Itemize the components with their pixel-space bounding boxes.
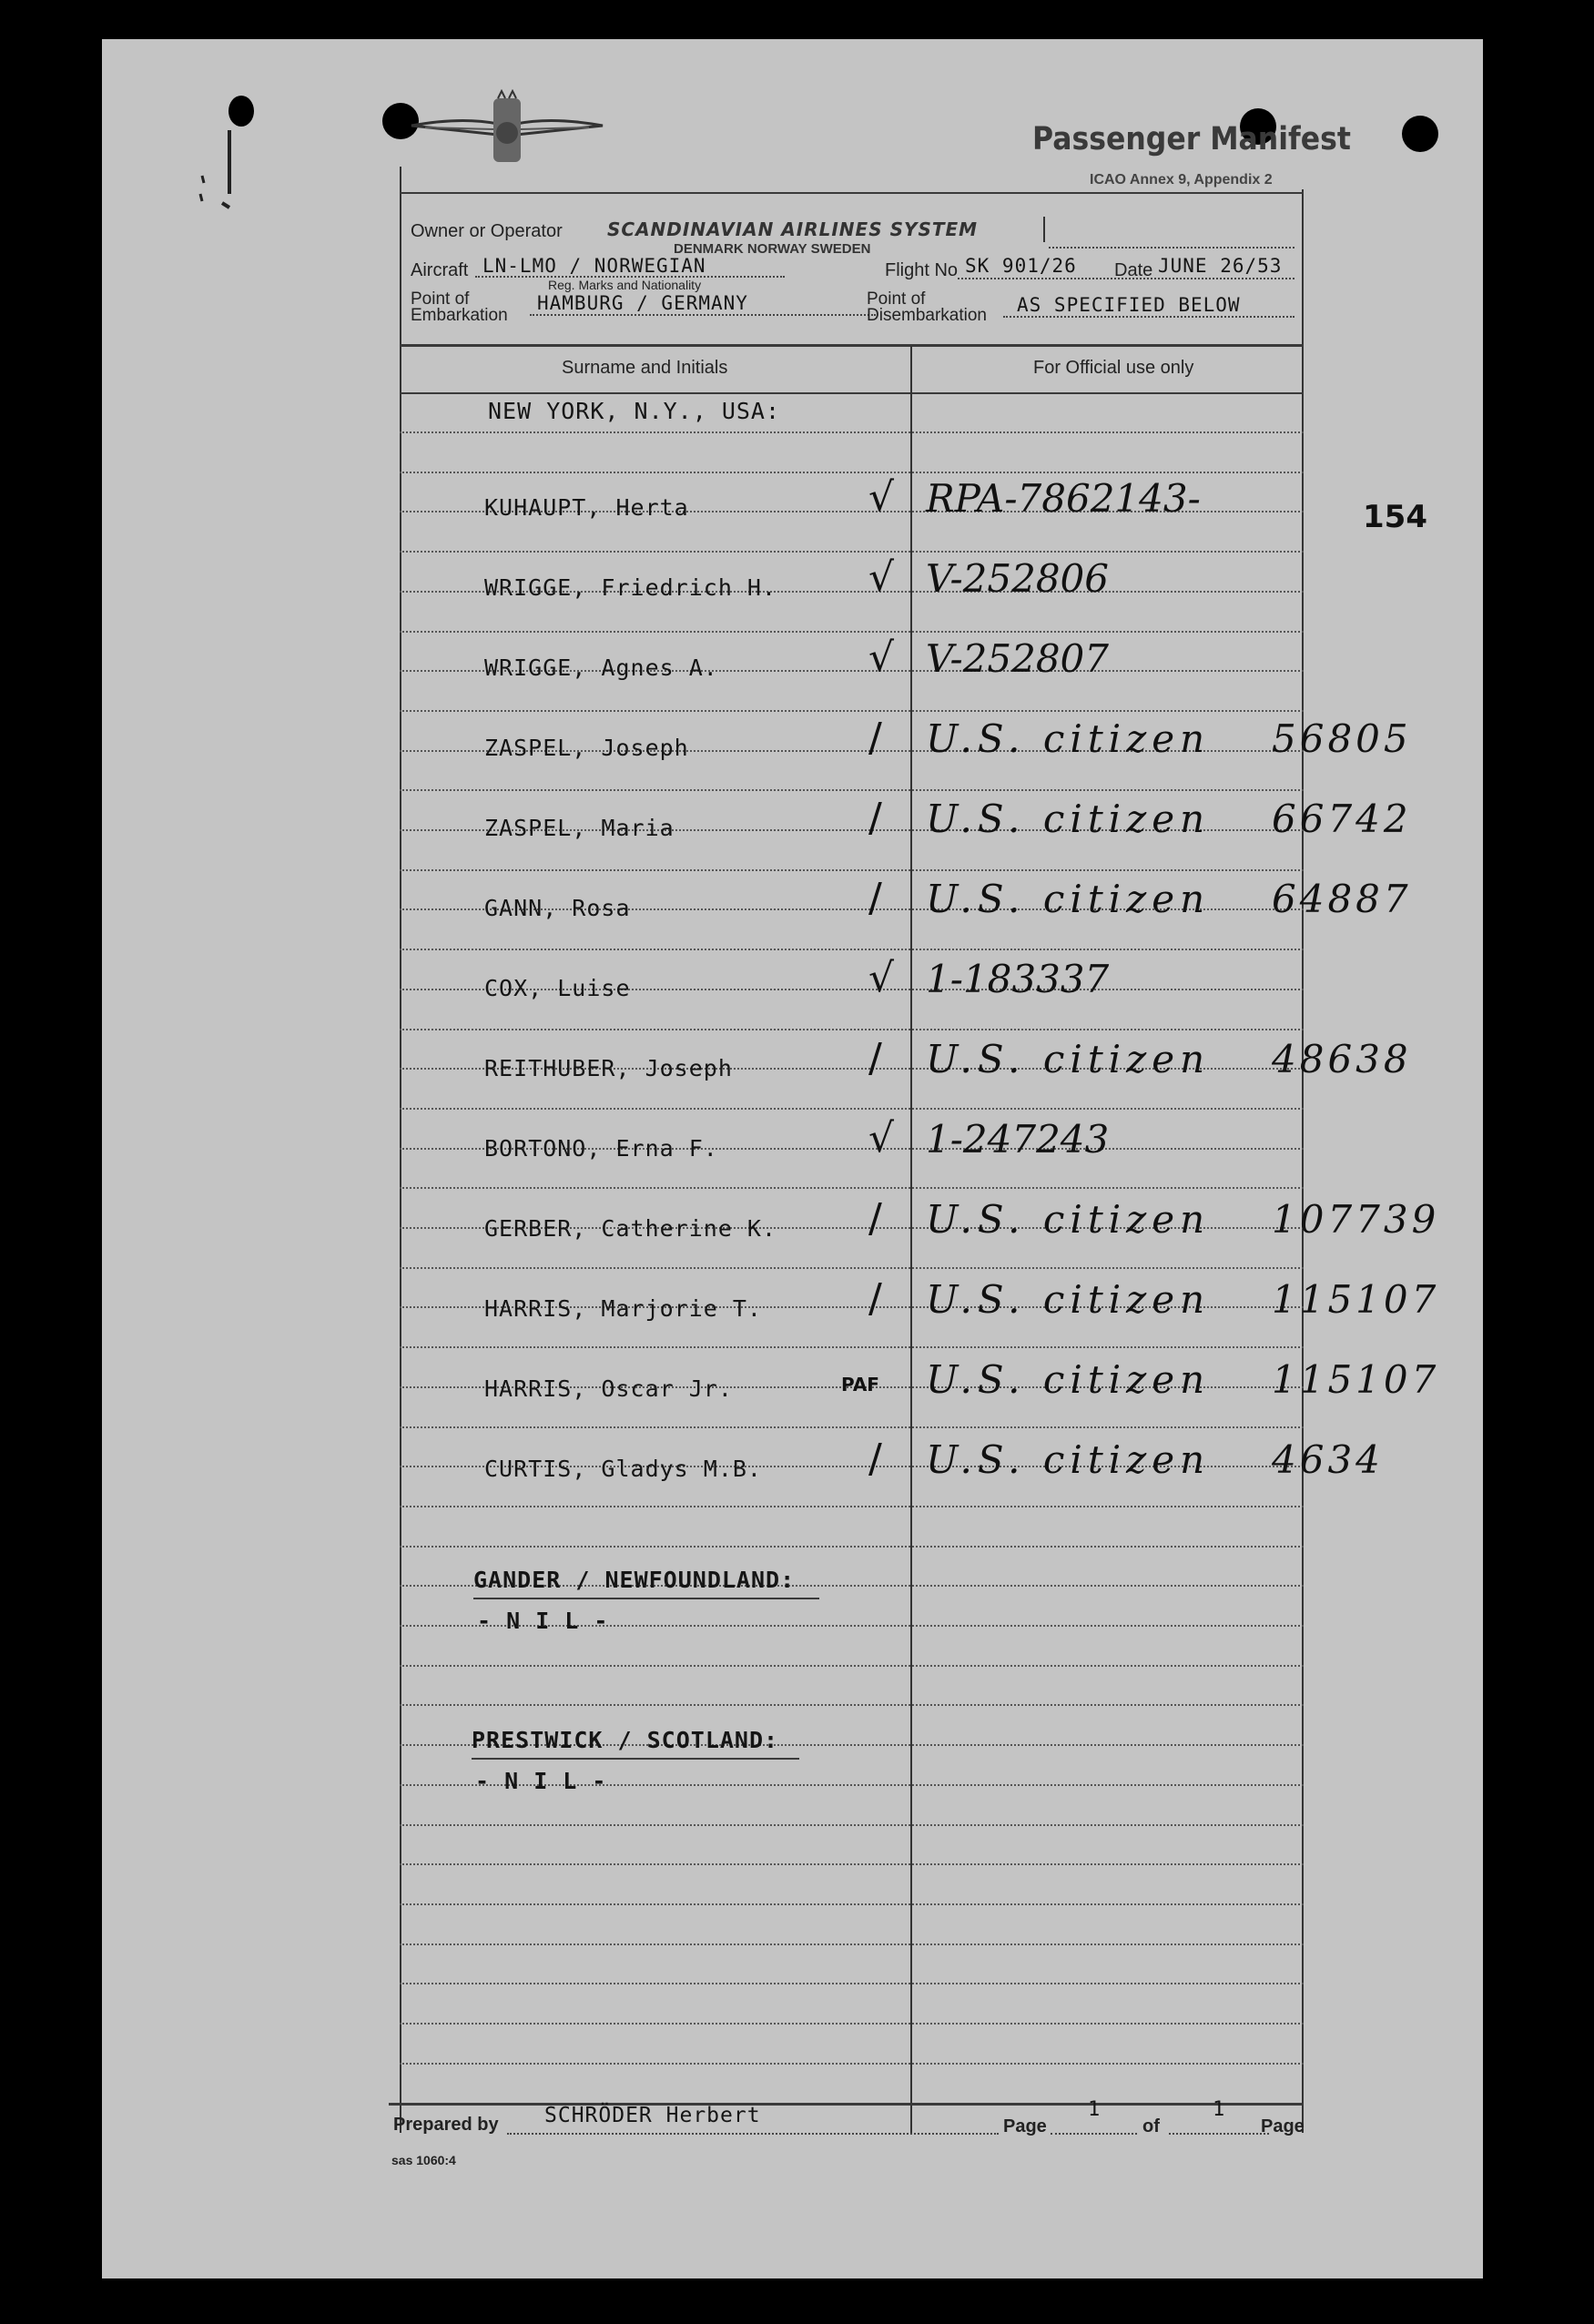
embarkation-label-1: Point of xyxy=(411,289,470,309)
ruled-line xyxy=(400,1863,1304,1865)
official-entry: V-252806 xyxy=(926,556,1109,601)
passenger-name: ZASPEL, Maria xyxy=(484,815,675,841)
ruled-line xyxy=(400,1187,1304,1189)
official-entry: U.S. citizen xyxy=(926,1277,1211,1322)
official-entry: U.S. citizen xyxy=(926,1037,1211,1081)
official-entry: 1-183337 xyxy=(926,957,1110,1001)
passenger-name: WRIGGE, Agnes A. xyxy=(484,655,718,681)
official-entry: U.S. citizen xyxy=(926,877,1211,921)
page-label-2: Page xyxy=(1261,2116,1305,2136)
page-label: Page xyxy=(1003,2116,1047,2136)
disembarkation-label-2: Disembarkation xyxy=(867,306,987,325)
official-entry: U.S. citizen xyxy=(926,716,1211,761)
official-entry: RPA-7862143- xyxy=(926,476,1201,521)
official-entry: U.S. citizen xyxy=(926,1197,1211,1242)
column-header-surname: Surname and Initials xyxy=(562,358,728,378)
embarkation-line xyxy=(530,314,876,316)
passenger-name: GERBER, Catherine K. xyxy=(484,1215,777,1242)
official-entry: U.S. citizen xyxy=(926,1437,1211,1482)
official-number: 115107 xyxy=(1272,1357,1440,1402)
passenger-name: BORTONO, Erna F. xyxy=(484,1135,718,1162)
official-check-mark: √ xyxy=(868,554,895,601)
ruled-line xyxy=(400,472,1304,473)
form-code: sas 1060:4 xyxy=(391,2153,456,2167)
disembarkation-label-1: Point of xyxy=(867,289,926,309)
section-gander-underline xyxy=(473,1598,819,1599)
passenger-name: WRIGGE, Friedrich H. xyxy=(484,574,777,601)
airline-logo-icon xyxy=(407,89,607,171)
disembarkation-value: AS SPECIFIED BELOW xyxy=(1017,294,1241,316)
ruled-line xyxy=(400,949,1304,950)
page-value: 1 xyxy=(1088,2098,1102,2121)
official-entry: V-252807 xyxy=(926,636,1109,681)
prepared-by-value: SCHRÖDER Herbert xyxy=(544,2104,761,2127)
passenger-name: CURTIS, Gladys M.B. xyxy=(484,1456,762,1482)
official-number: 64887 xyxy=(1272,877,1412,921)
section-new-york: NEW YORK, N.Y., USA: xyxy=(488,398,781,424)
official-check-mark: PAF xyxy=(841,1374,879,1395)
column-header-top xyxy=(400,344,1304,347)
official-entry: U.S. citizen xyxy=(926,797,1211,841)
ruled-line xyxy=(400,1506,1304,1507)
of-label: of xyxy=(1142,2116,1160,2136)
prepared-by-line xyxy=(507,2133,999,2135)
passenger-name: HARRIS, Marjorie T. xyxy=(484,1295,762,1322)
frame-top xyxy=(400,192,1304,194)
official-check-mark: √ xyxy=(868,955,895,1001)
official-check-mark: / xyxy=(868,1275,882,1322)
ruled-line xyxy=(400,1029,1304,1030)
margin-marks xyxy=(175,94,257,212)
of-value: 1 xyxy=(1213,2098,1226,2121)
official-check-mark: / xyxy=(868,795,882,841)
ruled-line xyxy=(400,431,1304,433)
ruled-line xyxy=(400,631,1304,633)
reg-marks-note: Reg. Marks and Nationality xyxy=(548,278,702,292)
official-number: 4634 xyxy=(1272,1437,1384,1482)
aircraft-label: Aircraft xyxy=(411,260,469,280)
ruled-line xyxy=(400,1346,1304,1348)
footer-top-line xyxy=(389,2103,1304,2106)
official-check-mark: √ xyxy=(868,634,895,681)
page-line xyxy=(1051,2133,1137,2135)
official-number: 56805 xyxy=(1272,716,1412,761)
official-check-mark: / xyxy=(868,875,882,921)
ruled-line xyxy=(400,1267,1304,1269)
column-header-bottom xyxy=(400,392,1304,394)
official-check-mark: √ xyxy=(868,474,895,521)
date-value: JUNE 26/53 xyxy=(1158,255,1283,277)
official-entry: U.S. citizen xyxy=(926,1357,1211,1402)
passenger-name: KUHAUPT, Herta xyxy=(484,494,689,521)
prestwick-nil: - N I L - xyxy=(475,1768,607,1794)
ruled-line xyxy=(400,551,1304,553)
form-reference: ICAO Annex 9, Appendix 2 xyxy=(1090,172,1273,188)
flight-label: Flight No xyxy=(885,260,959,280)
official-check-mark: / xyxy=(868,1035,882,1081)
embarkation-label-2: Embarkation xyxy=(411,306,508,325)
official-check-mark: / xyxy=(868,1195,882,1242)
aircraft-value: LN-LMO / NORWEGIAN xyxy=(482,255,706,277)
flight-value: SK 901/26 xyxy=(965,255,1077,277)
ruled-line xyxy=(400,710,1304,712)
official-number: 107739 xyxy=(1272,1197,1440,1242)
ruled-line xyxy=(400,869,1304,871)
ruled-line xyxy=(400,789,1304,791)
owner-line xyxy=(1049,247,1294,249)
section-prestwick-underline xyxy=(472,1758,799,1760)
disembarkation-line xyxy=(1003,316,1294,318)
ruled-line xyxy=(400,1824,1304,1826)
passenger-name: GANN, Rosa xyxy=(484,895,631,921)
ruled-line xyxy=(400,1983,1304,1984)
official-number: 66742 xyxy=(1272,797,1412,841)
of-line xyxy=(1169,2133,1269,2135)
owner-divider xyxy=(1043,217,1045,242)
ruled-line xyxy=(400,2023,1304,2025)
passenger-name: ZASPEL, Joseph xyxy=(484,735,689,761)
ruled-line xyxy=(400,1546,1304,1548)
official-number: 115107 xyxy=(1272,1277,1440,1322)
column-header-official: For Official use only xyxy=(1033,358,1194,378)
passenger-name: HARRIS, Oscar Jr. xyxy=(484,1375,733,1402)
owner-value: SCANDINAVIAN AIRLINES SYSTEM xyxy=(607,218,979,240)
flight-line xyxy=(958,278,1294,279)
punch-hole xyxy=(1402,116,1438,152)
official-number: 48638 xyxy=(1272,1037,1412,1081)
form-title: Passenger Manifest xyxy=(1032,121,1351,157)
gander-nil: - N I L - xyxy=(477,1608,609,1634)
section-prestwick: PRESTWICK / SCOTLAND: xyxy=(472,1727,779,1753)
official-entry: 1-247243 xyxy=(926,1117,1110,1162)
passenger-name: REITHUBER, Joseph xyxy=(484,1055,733,1081)
manifest-sheet xyxy=(102,39,1483,2278)
page-stamp-number: 154 xyxy=(1363,499,1427,535)
frame-right xyxy=(1302,189,1304,2133)
ruled-line xyxy=(400,1704,1304,1706)
prepared-by-label: Prepared by xyxy=(393,2115,499,2135)
ruled-line xyxy=(400,1903,1304,1905)
date-label: Date xyxy=(1114,260,1153,280)
owner-label: Owner or Operator xyxy=(411,221,563,241)
official-check-mark: √ xyxy=(868,1115,895,1162)
ruled-line xyxy=(400,1426,1304,1428)
passenger-name: COX, Luise xyxy=(484,975,631,1001)
official-check-mark: / xyxy=(868,1436,882,1482)
ruled-line xyxy=(400,1665,1304,1667)
frame-left xyxy=(400,167,401,2133)
ruled-line xyxy=(400,2063,1304,2065)
ruled-line xyxy=(400,1943,1304,1945)
embarkation-value: HAMBURG / GERMANY xyxy=(537,292,748,314)
ruled-line xyxy=(400,1108,1304,1110)
owner-countries: DENMARK NORWAY SWEDEN xyxy=(674,241,871,257)
section-gander: GANDER / NEWFOUNDLAND: xyxy=(473,1567,796,1593)
official-check-mark: / xyxy=(868,715,882,761)
